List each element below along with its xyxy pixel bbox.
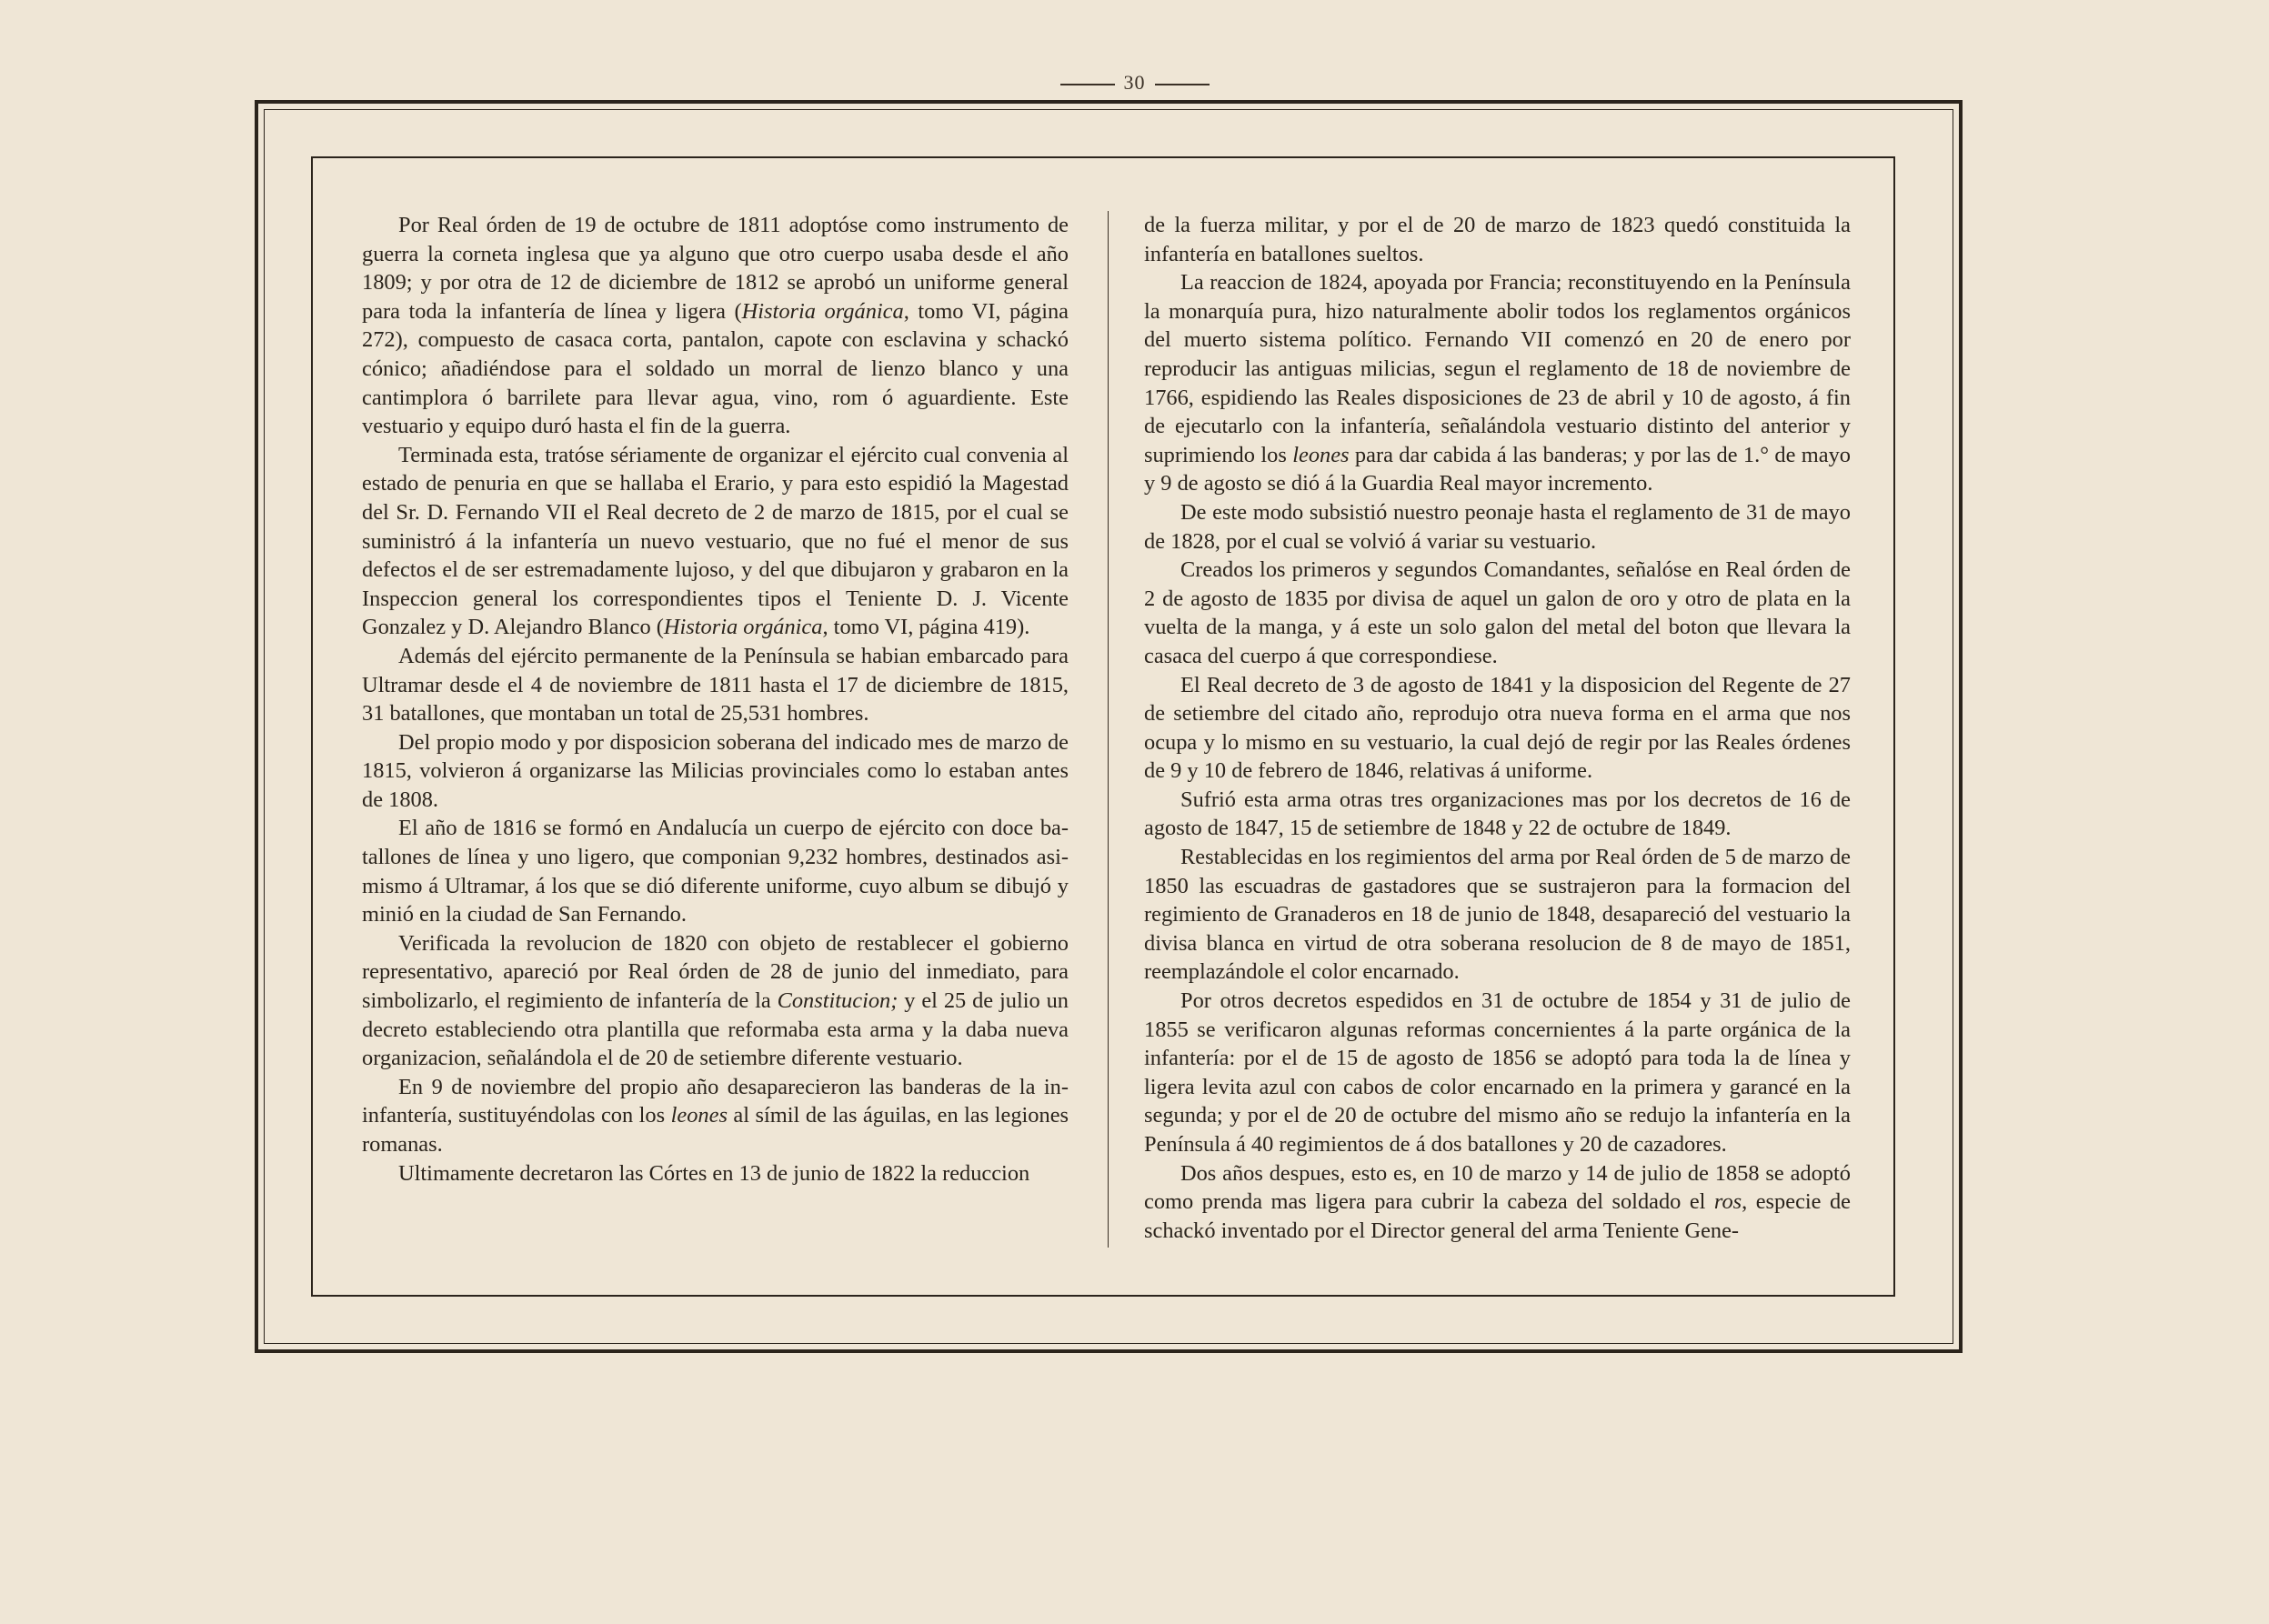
- text-run: El año de 1816 se formó en Andalucía un cuerpo de ejército con doce batallones de línea y uno ligero, que componian 9,232 hombres, destinados asimismo á Ultramar, á los que se dió diferente uniforme, cuyo album se dibujó y minió en la ciudad de San Fernando.: [362, 816, 1069, 927]
- text-run: para dar cabida á las banderas; y por las de 1.° de mayo y 9 de agosto se dió á la Guardia Real mayor incremento.: [1144, 442, 1851, 496]
- italic-text: leones: [1292, 442, 1350, 467]
- text-run: , tomo VI, página 272), compuesto de casaca corta, pantalon, capote con esclavina y schackó cónico; añadiéndose para el soldado un morral de lienzo blanco y una cantimplora ó barrilete para llevar agua, vino, rom ó aguardiente. Este vestuario y equipo duró hasta el fin de la guerra.: [362, 298, 1069, 439]
- paragraph: [362, 814, 1069, 928]
- paragraph: [362, 1159, 1069, 1188]
- paragraph: [1144, 556, 1851, 670]
- italic-text: Historia orgánica: [663, 615, 823, 640]
- text-run: Del propio modo y por disposicion soberana del indicado mes de marzo de 1815, volvieron á organizarse las Milicias provinciales como lo estaban antes de 1808.: [362, 729, 1069, 812]
- page-number: 30: [1123, 71, 1146, 94]
- paragraph: [1144, 786, 1851, 843]
- text-run: Por otros decretos espedidos en 31 de octubre de 1854 y 31 de julio de 1855 se verificaron algunas reformas concernientes á la parte orgánica de la infantería: por el de 15 de agosto de 1856 se adoptó para toda la de línea y ligera levita azul con cabos de color encarnado en la primera y garancé en la segunda; y por el de 20 de octubre del mismo año se redujo la infantería en la Península á 40 regimientos de á dos batallones y 20 de cazadores.: [1144, 988, 1851, 1157]
- text-run: Ultimamente decretaron las Córtes en 13 de junio de 1822 la reduccion: [398, 1160, 1030, 1186]
- paragraph: [362, 642, 1069, 728]
- text-run: Además del ejército permanente de la Península se habian embarcado para Ultramar desde el 4 de noviembre de 1811 hasta el 17 de diciembre de 1815, 31 batallones, que montaban un total de 25,531 hombres.: [362, 643, 1069, 727]
- paragraph: [362, 728, 1069, 815]
- column-divider: [1108, 211, 1109, 1248]
- text-run: El Real decreto de 3 de agosto de 1841 y la disposicion del Regente de 27 de setiembre del citado año, reprodujo otra nueva forma en el arma que nos ocupa y lo mismo en su vestuario, la cual dejó de regir por las Reales órdenes de 9 y 10 de febrero de 1846, relativas á uniforme.: [1144, 672, 1851, 784]
- right-text-column: [1144, 211, 1851, 1245]
- text-run: Terminada esta, tratóse sériamente de organizar el ejército cual convenia al estado de penuria en que se hallaba el Erario, y para esto espidió la Magestad del Sr. D. Fernando VII el Real decreto de 2 de marzo de 1815, por el cual se suministró á la infantería un nuevo vestuario, que no fué el menor de sus defectos el de ser estremadamente lujoso, y del que dibujaron y grabaron en la Inspeccion general los correspondientes tipos el Teniente D. J. Vicente Gonzalez y D. Alejandro Blanco (: [362, 442, 1069, 640]
- paragraph: [362, 1073, 1069, 1159]
- left-text-column: [362, 211, 1069, 1188]
- text-run: , especie de schackó inventado por el Director general del arma Teniente Gene-: [1144, 1189, 1851, 1243]
- paragraph: [1144, 843, 1851, 987]
- italic-text: Historia orgánica: [741, 298, 904, 324]
- paragraph: [362, 441, 1069, 642]
- paragraph: [1144, 498, 1851, 556]
- page-number-header: [0, 71, 2269, 95]
- text-run: En 9 de noviembre del propio año desaparecieron las banderas de la ininfantería, sustituyéndolas con los: [362, 1074, 1069, 1128]
- left-ornament: [1060, 84, 1115, 85]
- text-run: de la fuerza militar, y por el de 20 de marzo de 1823 quedó constituida la infantería en batallones sueltos.: [1144, 213, 1851, 266]
- paragraph: [1144, 211, 1851, 268]
- text-run: La reaccion de 1824, apoyada por Francia; reconstituyendo en la Península la monarquía pura, hizo naturalmente abolir todos los reglamentos orgánicos del muerto sistema político. Fernando VII comenzó en 20 de enero por reproducir las antiguas milicias, segun el reglamento de 18 de noviembre de 1766, espidiendo las Reales disposiciones de 23 de abril y 10 de agosto, á fin de ejecutarlo con la infantería, señalándola vestuario distinto del anterior y suprimiendo los: [1144, 270, 1851, 467]
- paragraph: [1144, 1159, 1851, 1246]
- text-run: Por Real órden de 19 de octubre de 1811 adoptóse como instrumento de guerra la corneta inglesa que ya alguno que otro cuerpo usaba desde el año 1809; y por otra de 12 de diciembre de 1812 se aprobó un uniforme general para toda la infantería de línea y ligera (: [362, 213, 1069, 324]
- text-run: Creados los primeros y segundos Comandantes, señalóse en Real órden de 2 de agosto de 1835 por divisa de aquel un galon de oro y otro de plata en la vuelta de la manga, y á este un solo galon del metal del boton que llevara la casaca del cuerpo á que correspondiese.: [1144, 557, 1851, 668]
- text-run: De este modo subsistió nuestro peonaje hasta el reglamento de 31 de mayo de 1828, por el cual se volvió á variar su vestuario.: [1144, 499, 1851, 554]
- text-run: Sufrió esta arma otras tres organizaciones mas por los decretos de 16 de agosto de 1847, 15 de setiembre de 1848 y 22 de octubre de 1849.: [1144, 787, 1851, 841]
- text-run: , tomo VI, página 419).: [822, 615, 1030, 640]
- text-run: al símil de las águilas, en las legiones romanas.: [362, 1103, 1069, 1157]
- text-run: y el 25 de julio un decreto estableciendo otra plantilla que reformaba esta arma y la daba nueva organizacion, señalándola el de 20 de setiembre diferente vestuario.: [362, 988, 1069, 1071]
- text-run: Verificada la revolucion de 1820 con objeto de restablecer el gobierno representativo, apareció por Real órden de 28 de junio del inmediato, para simbolizarlo, el regimiento de infantería de la: [362, 930, 1069, 1014]
- paragraph: [1144, 671, 1851, 786]
- italic-text: ros: [1713, 1189, 1742, 1215]
- paragraph: [1144, 268, 1851, 498]
- right-ornament: [1155, 84, 1210, 85]
- italic-text: Constitucion;: [777, 988, 899, 1014]
- paragraph: [362, 211, 1069, 441]
- paragraph: [1144, 987, 1851, 1159]
- paragraph: [362, 929, 1069, 1073]
- text-run: Dos años despues, esto es, en 10 de marzo y 14 de julio de 1858 se adoptó como prenda mas ligera para cubrir la cabeza del soldado el: [1144, 1160, 1851, 1215]
- italic-text: leones: [670, 1103, 728, 1128]
- text-run: Restablecidas en los regimientos del arma por Real órden de 5 de marzo de 1850 las escuadras de gastadores que se sustrajeron para la formacion del regimiento de Granaderos en 18 de junio de 1848, desapareció del vestuario la divisa blanca en virtud de otra soberana resolucion de 8 de mayo de 1851, reemplazándole el color encarnado.: [1144, 845, 1851, 985]
